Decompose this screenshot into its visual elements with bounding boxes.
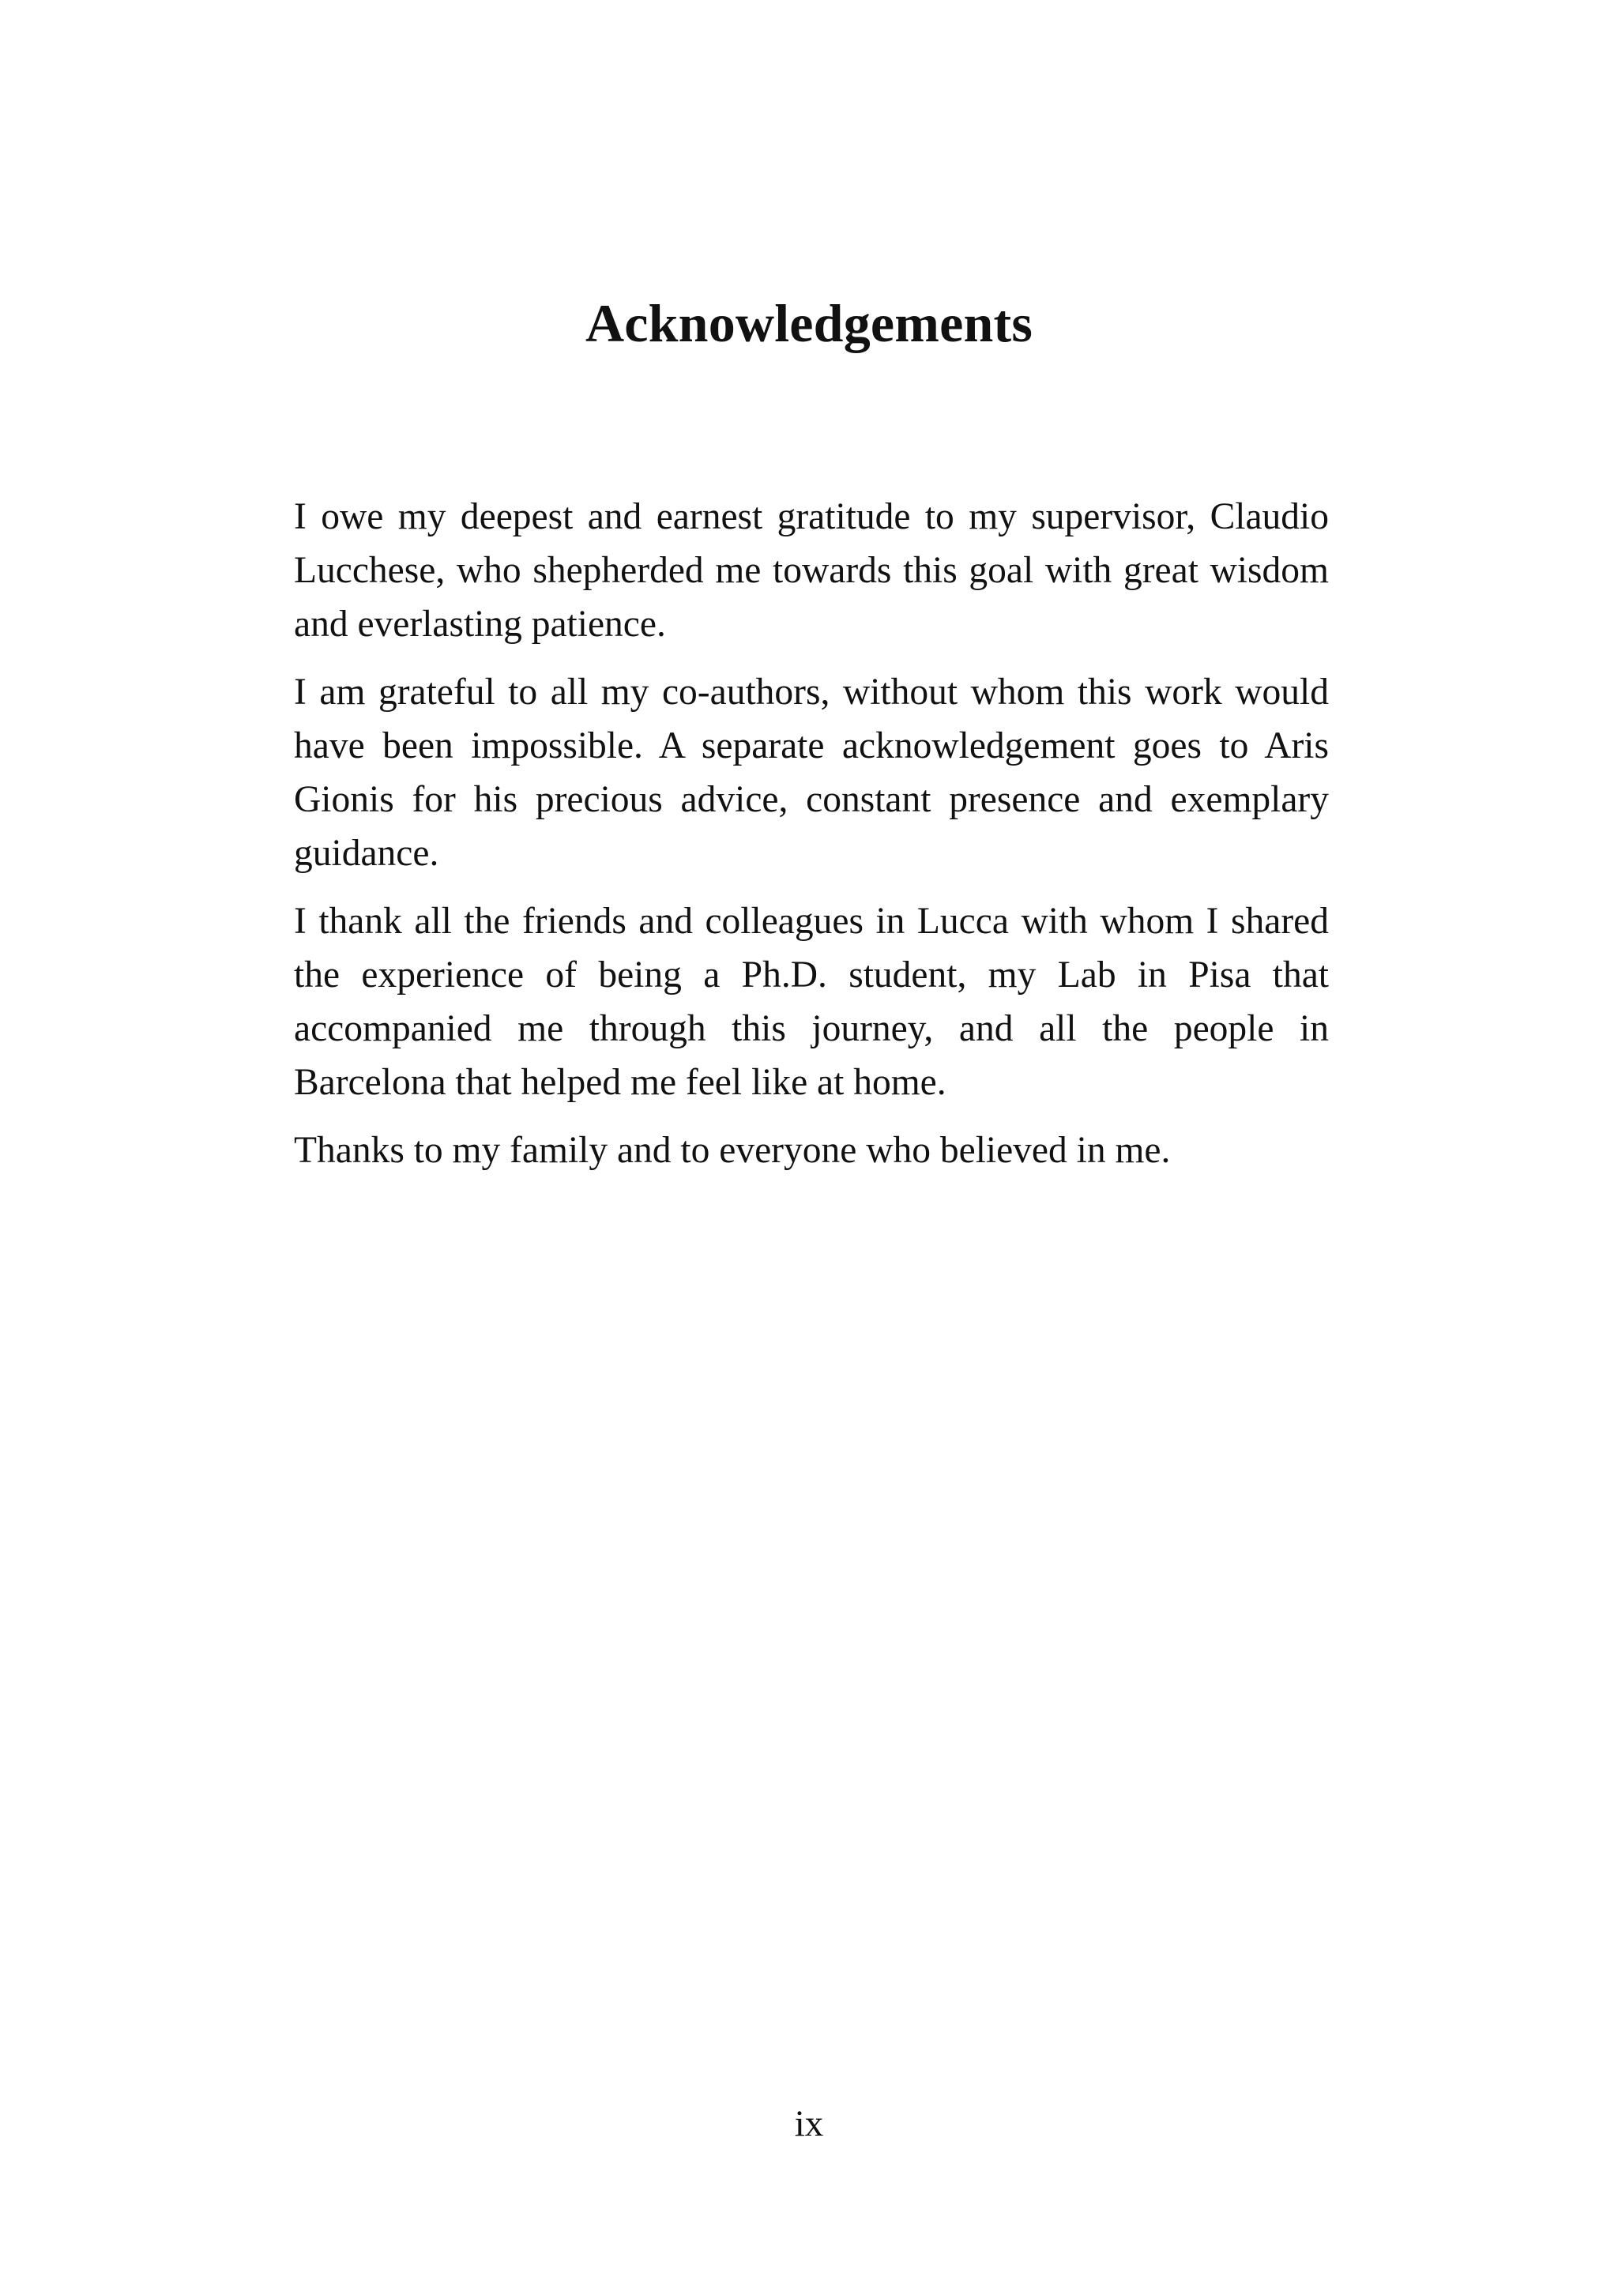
page-number: ix	[794, 2103, 824, 2144]
paragraph-friends: I thank all the friends and colleagues in Lucca with whom I shared the experience of being a Ph.D. student, my Lab in Pisa that accompanied me through this journey, and all the people in Barcelona that helped me feel like at home.	[294, 901, 1329, 1103]
paragraph-coauthors: I am grateful to all my co-authors, without whom this work would have been impossible. A separate acknowledgement goes to Aris Gionis for his precious advice, constant presence and exemplary guidance.	[294, 672, 1329, 874]
paragraph-family: Thanks to my family and to everyone who believed in me.	[294, 1130, 1171, 1171]
page-title: Acknowledgements	[585, 293, 1033, 353]
acknowledgements-body	[294, 490, 1329, 1191]
paragraph-supervisor: I owe my deepest and earnest gratitude to my supervisor, Claudio Lucchese, who shepherded me towards this goal with great wisdom and everlasting patience.	[294, 496, 1329, 645]
